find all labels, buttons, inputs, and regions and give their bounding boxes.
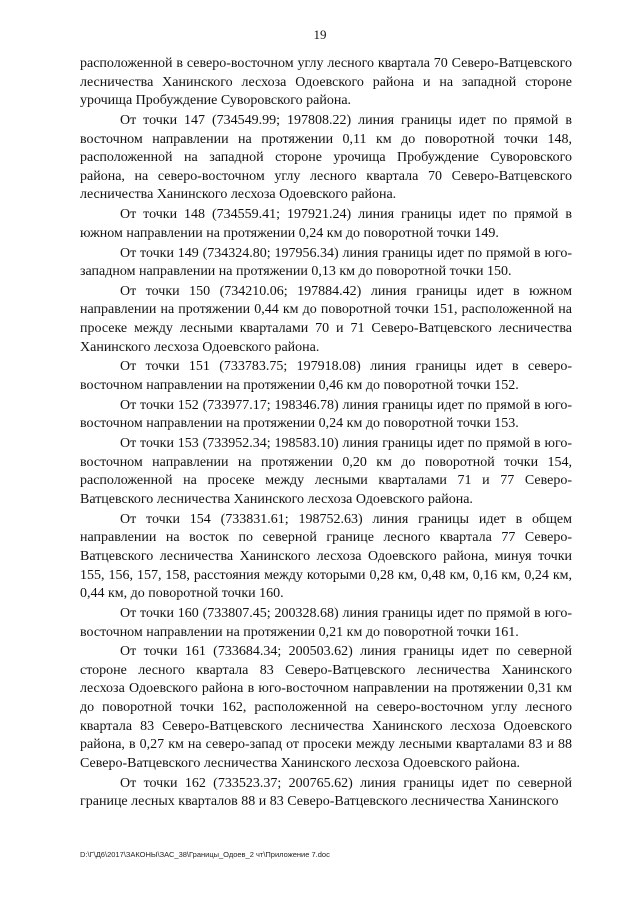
paragraph-point-149: От точки 149 (734324.80; 197956.34) линия границы идет по прямой в юго-западном направлении на протяжении 0,13 км до поворотной точки 150. — [80, 245, 572, 280]
paragraph-point-154: От точки 154 (733831.61; 198752.63) линия границы идет в общем направлении на восток по северной границе лесного квартала 77 Северо-Ватцевского лесничества Ханинского лесхоза Одоевского района, минуя точки 155, 156, 157, 158, расстояния между которыми 0,28 км, 0,48 км, 0,16 км, 0,24 км, 0,44 км, до поворотной точки 160. — [80, 511, 572, 602]
page-number: 19 — [313, 27, 327, 42]
paragraph-point-152: От точки 152 (733977.17; 198346.78) линия границы идет по прямой в юго-восточном направлении на протяжении 0,24 км до поворотной точки 153. — [80, 397, 572, 432]
paragraph-point-160: От точки 160 (733807.45; 200328.68) линия границы идет по прямой в юго-восточном направлении на протяжении 0,21 км до поворотной точки 161. — [80, 605, 572, 640]
paragraph-point-162: От точки 162 (733523.37; 200765.62) линия границы идет по северной границе лесных кварталов 88 и 83 Северо-Ватцевского лесничества Ханинского — [80, 775, 572, 810]
body-text — [80, 55, 572, 813]
paragraph-point-147: От точки 147 (734549.99; 197808.22) линия границы идет по прямой в восточном направлении на протяжении 0,11 км до поворотной точки 148, расположенной на западной стороне урочища Пробуждение Суворовского района, на северо-восточном углу лесного квартала 70 Северо-Ватцевского лесничества Ханинского лесхоза Одоевского района. — [80, 112, 572, 203]
paragraph-point-161: От точки 161 (733684.34; 200503.62) линия границы идет по северной стороне лесного квартала 83 Северо-Ватцевского лесничества Ханинского лесхоза Одоевского района в юго-восточном направлении на протяжении 0,31 км до поворотной точки 162, расположенной на северо-восточном углу лесного квартала 83 Северо-Ватцевского лесничества Ханинского лесхоза Одоевского района, в 0,27 км на северо-запад от просеки между лесными кварталами 83 и 88 Северо-Ватцевского лесничества Ханинского лесхоза Одоевского района. — [80, 644, 572, 771]
paragraph-point-148: От точки 148 (734559.41; 197921.24) линия границы идет по прямой в южном направлении на протяжении 0,24 км до поворотной точки 149. — [80, 207, 572, 241]
paragraph-point-153: От точки 153 (733952.34; 198583.10) линия границы идет по прямой в юго-восточном направлении на протяжении 0,20 км до поворотной точки 154, расположенной на просеке между лесными кварталами 71 и 77 Северо-Ватцевского лесничества Ханинского лесхоза Одоевского района. — [80, 436, 572, 507]
footer-file-path: D:\Г\Д6\2017\ЗАКОНЫ\ЗАС_38\Границы_Одоев_2 чт\Приложение 7.doc — [80, 850, 330, 859]
paragraph-point-151: От точки 151 (733783.75; 197918.08) линия границы идет в северо-восточном направлении на протяжении 0,46 км до поворотной точки 152. — [80, 359, 572, 394]
paragraph-continuation: расположенной в северо-восточном углу лесного квартала 70 Северо-Ватцевского лесничества Ханинского лесхоза Одоевского района и на западной стороне урочища Пробуждение Суворовского района. — [80, 56, 572, 109]
paragraph-point-150: От точки 150 (734210.06; 197884.42) линия границы идет в южном направлении на протяжении 0,44 км до поворотной точки 151, расположенной на просеке между лесными кварталами 70 и 71 Северо-Ватцевского лесничества Ханинского лесхоза Одоевского района. — [80, 283, 572, 355]
